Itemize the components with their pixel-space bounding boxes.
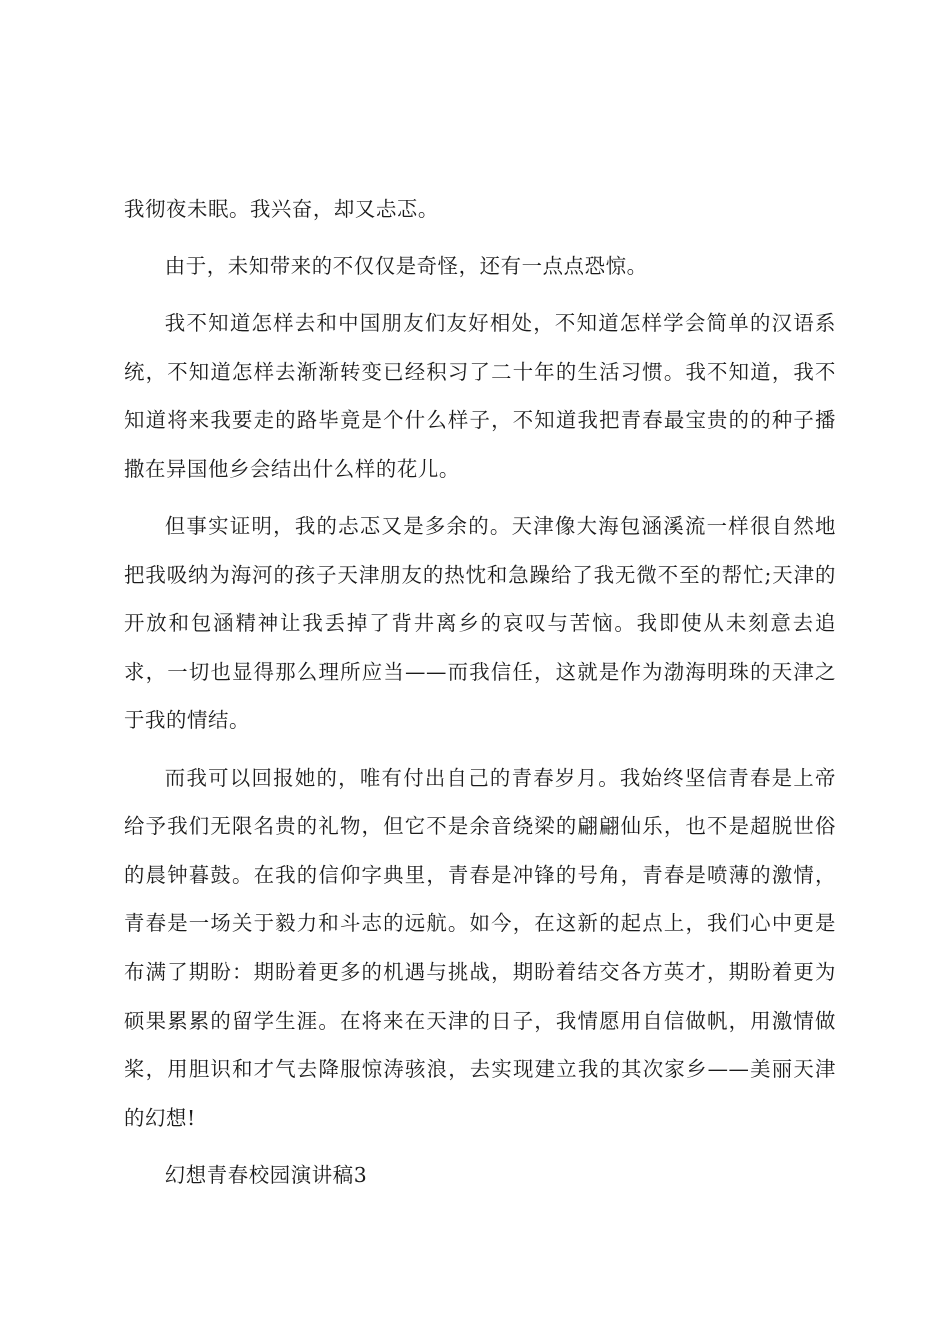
- paragraph-5: 而我可以回报她的，唯有付出自己的青春岁月。我始终坚信青春是上帝给予我们无限名贵的礼物，但它不是余音绕梁的翩翩仙乐，也不是超脱世俗的晨钟暮鼓。在我的信仰字典里，青春是冲锋的号角，青春是喷薄的激情，青春是一场关于毅力和斗志的远航。如今，在这新的起点上，我们心中更是布满了期盼：期盼着更多的机遇与挑战，期盼着结交各方英才，期盼着更为硕果累累的留学生涯。在将来在天津的日子，我情愿用自信做帆，用激情做桨，用胆识和才气去降服惊涛骇浪，去实现建立我的其次家乡——美丽天津的幻想!: [124, 765, 836, 1130]
- section-heading: 幻想青春校园演讲稿3: [164, 1162, 368, 1187]
- paragraph-1: 我彻夜未眠。我兴奋，却又忐忑。: [124, 197, 439, 221]
- document-body: [124, 185, 836, 1208]
- paragraph-4: 但事实证明，我的忐忑又是多余的。天津像大海包涵溪流一样很自然地把我吸纳为海河的孩子天津朋友的热忱和急躁给了我无微不至的帮忙;天津的开放和包涵精神让我丢掉了背井离乡的哀叹与苦恼。我即使从未刻意去追求，一切也显得那么理所应当——而我信任，这就是作为渤海明珠的天津之于我的情结。: [124, 514, 836, 733]
- paragraph-3: 我不知道怎样去和中国朋友们友好相处，不知道怎样学会简单的汉语系统，不知道怎样去渐渐转变已经积习了二十年的生活习惯。我不知道，我不知道将来我要走的路毕竟是个什么样子，不知道我把青春最宝贵的的种子播撒在异国他乡会结出什么样的花儿。: [124, 311, 836, 481]
- paragraph-2: 由于，未知带来的不仅仅是奇怪，还有一点点恐惊。: [164, 254, 648, 279]
